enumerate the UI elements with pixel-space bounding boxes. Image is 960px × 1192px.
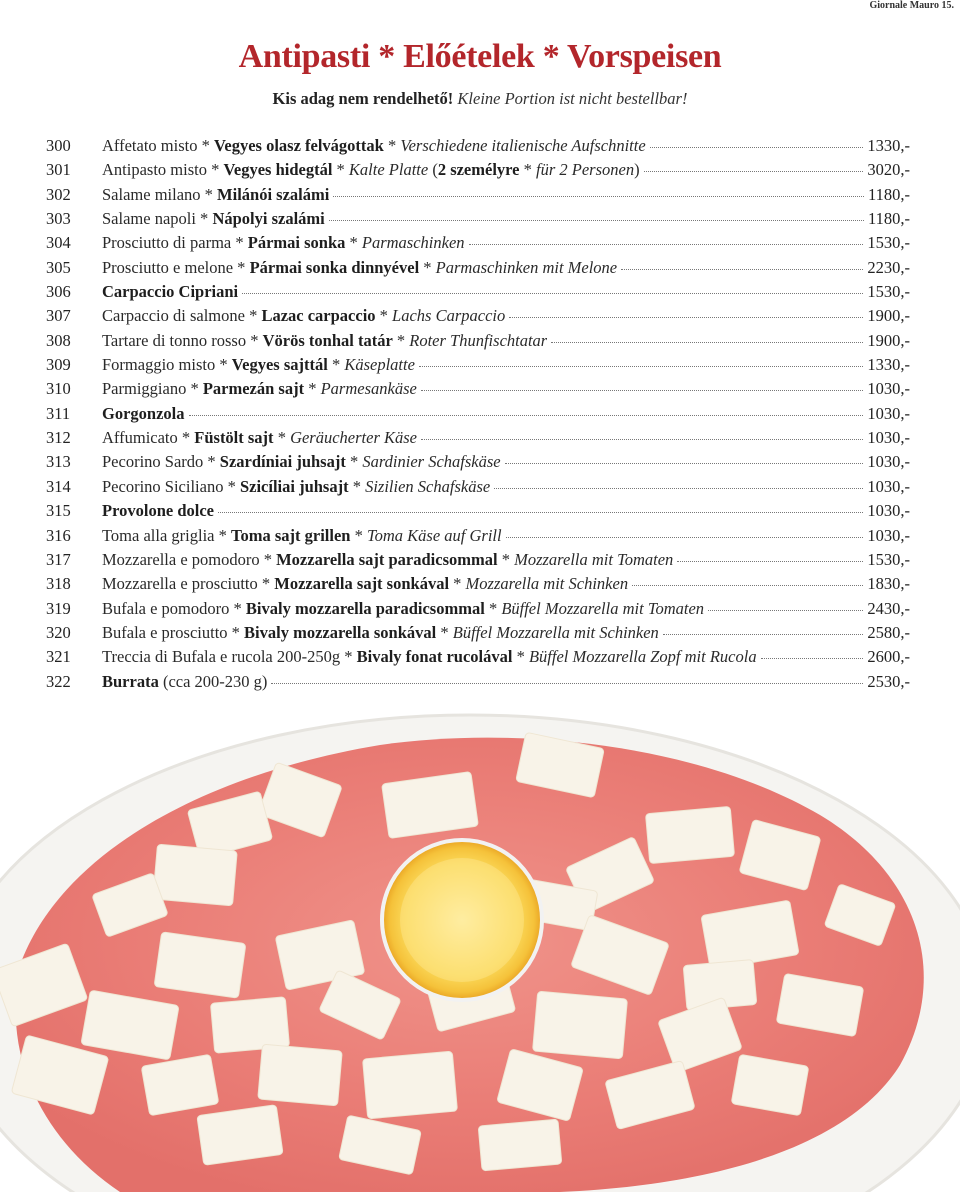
item-price: 1900,- <box>867 330 910 350</box>
dot-leader <box>632 585 863 586</box>
item-price: 2430,- <box>867 598 910 618</box>
dot-leader <box>419 366 863 367</box>
item-hungarian: Bivaly fonat rucolával <box>356 647 513 667</box>
item-hungarian: Pármai sonka dinnyével <box>249 257 420 277</box>
item-german: Mozzarella mit Schinken <box>465 574 629 594</box>
item-separator: * <box>497 549 515 569</box>
item-hungarian: Vegyes hidegtál <box>223 160 333 180</box>
dot-leader <box>663 634 864 635</box>
item-italian: Toma alla griglia * <box>102 525 231 545</box>
item-number: 309 <box>46 355 71 375</box>
item-number: 308 <box>46 330 71 350</box>
item-italian: Affetato misto * <box>102 136 214 155</box>
carpaccio-photo <box>0 705 960 1192</box>
menu-item <box>46 550 910 574</box>
item-extra-german: für 2 Personen <box>536 160 635 180</box>
item-extra-hungarian: 2 személyre <box>437 160 520 180</box>
menu-item <box>46 306 910 330</box>
item-description <box>102 209 325 229</box>
menu-item <box>46 428 910 452</box>
item-hungarian: Füstölt sajt <box>194 428 274 448</box>
item-german: Büffel Mozzarella mit Tomaten <box>501 598 705 618</box>
item-price: 2530,- <box>867 671 910 691</box>
item-number: 303 <box>46 209 71 229</box>
item-price: 1830,- <box>867 574 910 594</box>
item-price: 2600,- <box>867 647 910 667</box>
item-number: 320 <box>46 622 71 642</box>
item-number: 305 <box>46 257 71 277</box>
lemon-slice <box>382 840 542 1000</box>
parmesan-shaving <box>478 1119 562 1171</box>
item-description <box>102 136 646 156</box>
item-description <box>102 647 757 667</box>
item-price: 2580,- <box>867 622 910 642</box>
item-description <box>102 282 238 302</box>
item-price: 1330,- <box>867 355 910 375</box>
dot-leader <box>333 196 864 197</box>
item-number: 321 <box>46 647 71 667</box>
menu-item <box>46 501 910 525</box>
item-description <box>102 160 640 180</box>
item-number: 322 <box>46 671 71 691</box>
item-hungarian: Milánói szalámi <box>217 184 330 204</box>
item-separator: * <box>419 257 436 277</box>
item-hungarian: Mozzarella sajt sonkával <box>274 574 450 594</box>
item-separator: * <box>383 136 401 155</box>
dot-leader <box>621 269 863 270</box>
item-price: 1330,- <box>867 136 910 155</box>
item-italian: Prosciutto di parma * <box>102 233 248 253</box>
item-german: Roter Thunfischtatar <box>409 330 548 350</box>
item-price: 1030,- <box>867 452 910 472</box>
dot-leader <box>189 415 864 416</box>
item-description <box>102 550 673 570</box>
item-german: Verschiedene italienische Aufschnitte <box>400 136 646 155</box>
item-separator: * <box>348 476 366 496</box>
parmesan-shaving <box>258 1044 342 1106</box>
item-hungarian: Provolone dolce <box>102 501 214 521</box>
item-number: 302 <box>46 184 71 204</box>
menu-item <box>46 526 910 550</box>
item-hungarian: Bivaly mozzarella paradicsommal <box>245 598 485 618</box>
item-price: 1530,- <box>867 233 910 253</box>
menu-item <box>46 160 910 184</box>
item-italian: Carpaccio di salmone * <box>102 306 262 326</box>
item-description <box>102 623 659 643</box>
parmesan-shaving <box>382 772 479 839</box>
item-description <box>102 233 465 253</box>
item-separator: * <box>512 647 529 667</box>
item-extra-separator: * <box>519 160 537 180</box>
item-number: 318 <box>46 574 71 594</box>
item-price: 1030,- <box>867 403 910 423</box>
dot-leader <box>469 244 864 245</box>
parmesan-shaving <box>645 806 734 863</box>
dot-leader <box>494 488 863 489</box>
dot-leader <box>329 220 864 221</box>
menu-item <box>46 452 910 476</box>
item-hungarian: Carpaccio Cipriani <box>102 282 239 302</box>
item-number: 317 <box>46 549 71 569</box>
item-price: 1530,- <box>867 282 910 302</box>
item-number: 311 <box>46 403 71 423</box>
dot-leader <box>421 390 864 391</box>
dot-leader <box>677 561 863 562</box>
item-italian: Pecorino Sardo * <box>102 452 220 472</box>
dot-leader <box>505 463 864 464</box>
item-hungarian: Mozzarella sajt paradicsommal <box>276 549 498 569</box>
parmesan-shaving <box>210 997 289 1053</box>
parmesan-shaving <box>363 1051 458 1119</box>
item-description <box>102 258 617 278</box>
parmesan-shaving <box>533 991 628 1059</box>
item-italian: Tartare di tonno rosso * <box>102 330 263 350</box>
item-hungarian: Vegyes olasz felvágottak <box>213 136 384 155</box>
item-italian: Salame milano * <box>102 184 218 204</box>
item-description <box>102 428 417 448</box>
menu-item <box>46 331 910 355</box>
item-italian: Parmiggiano * <box>102 379 203 399</box>
parmesan-shaving <box>154 932 246 998</box>
item-description <box>102 672 267 692</box>
dot-leader <box>551 342 863 343</box>
item-separator: * <box>449 574 466 594</box>
menu-item <box>46 623 910 647</box>
item-description <box>102 404 185 424</box>
item-german: Büffel Mozzarella Zopf mit Rucola <box>528 647 757 667</box>
menu-list <box>46 136 910 696</box>
item-german: Toma Käse auf Grill <box>366 525 502 545</box>
item-german: Parmaschinken mit Melone <box>435 257 618 277</box>
item-number: 312 <box>46 428 71 448</box>
item-hungarian: Nápolyi szalámi <box>212 209 325 229</box>
item-number: 301 <box>46 160 71 180</box>
item-italian: Formaggio misto * <box>102 355 232 375</box>
item-description <box>102 477 490 497</box>
menu-item <box>46 477 910 501</box>
subtitle-hungarian: Kis adag nem rendelhető! <box>272 89 454 108</box>
dot-leader <box>708 610 863 611</box>
item-german: Kalte Platte <box>348 160 429 180</box>
item-separator: * <box>375 306 393 326</box>
item-description <box>102 379 417 399</box>
menu-item <box>46 355 910 379</box>
menu-item <box>46 209 910 233</box>
page-title: Antipasti * Előételek * Vorspeisen <box>238 38 722 75</box>
menu-item <box>46 258 910 282</box>
item-separator: (cca 200-230 g) <box>158 671 268 691</box>
menu-item <box>46 574 910 598</box>
item-number: 313 <box>46 452 71 472</box>
item-hungarian: Gorgonzola <box>102 403 185 423</box>
item-hungarian: Bivaly mozzarella sonkával <box>244 622 437 642</box>
item-italian: Bufala e pomodoro * <box>102 598 246 618</box>
item-hungarian: Szicíliai juhsajt <box>239 476 349 496</box>
item-separator: * <box>350 525 367 545</box>
menu-item <box>46 379 910 403</box>
item-italian: Antipasto misto * <box>102 160 224 180</box>
item-italian: Affumicato * <box>102 428 195 448</box>
item-hungarian: Lazac carpaccio <box>261 306 376 326</box>
item-number: 319 <box>46 598 71 618</box>
menu-item <box>46 282 910 306</box>
item-separator: * <box>345 452 363 472</box>
dot-leader <box>271 683 863 684</box>
item-separator: * <box>273 428 291 448</box>
menu-item <box>46 599 910 623</box>
menu-item <box>46 185 910 209</box>
item-separator: * <box>304 379 321 399</box>
item-description <box>102 526 502 546</box>
item-price: 1030,- <box>867 379 910 399</box>
dot-leader <box>650 147 864 148</box>
item-separator: * <box>392 330 410 350</box>
item-separator: * <box>436 622 453 642</box>
item-german: Sardinier Schafskäse <box>362 452 501 472</box>
menu-item <box>46 404 910 428</box>
item-description <box>102 452 501 472</box>
item-separator: * <box>327 355 345 375</box>
item-german: Lachs Carpaccio <box>392 306 506 326</box>
item-price: 1530,- <box>867 549 910 569</box>
menu-item <box>46 672 910 696</box>
item-price: 1900,- <box>867 306 910 326</box>
item-german: Parmaschinken <box>361 233 465 253</box>
item-number: 316 <box>46 525 71 545</box>
item-separator: * <box>332 160 349 180</box>
item-description <box>102 306 505 326</box>
item-description <box>102 501 214 521</box>
item-hungarian: Pármai sonka <box>247 233 346 253</box>
item-number: 304 <box>46 233 71 253</box>
item-italian: Salame napoli * <box>102 209 213 229</box>
item-italian: Treccia di Bufala e rucola 200-250g * <box>102 647 357 667</box>
menu-item <box>46 233 910 257</box>
item-hungarian: Szardíniai juhsajt <box>219 452 346 472</box>
item-german: Parmesankäse <box>320 379 417 399</box>
item-description <box>102 574 628 594</box>
dot-leader <box>761 658 864 659</box>
item-german: Büffel Mozzarella mit Schinken <box>452 622 659 642</box>
item-price: 1180,- <box>867 184 910 204</box>
subtitle <box>0 89 960 109</box>
item-number: 300 <box>46 136 71 155</box>
dot-leader <box>509 317 863 318</box>
menu-item <box>46 136 910 160</box>
page-label: Giornale Mauro 15. <box>869 0 954 11</box>
item-price: 1030,- <box>867 525 910 545</box>
menu-item <box>46 647 910 671</box>
item-description <box>102 331 547 351</box>
item-italian: Prosciutto e melone * <box>102 257 250 277</box>
parmesan-shaving <box>197 1105 283 1166</box>
item-extra-open: ( <box>428 160 438 180</box>
item-number: 310 <box>46 379 71 399</box>
item-german: Geräucherter Käse <box>290 428 417 448</box>
item-german: Mozzarella mit Tomaten <box>514 549 674 569</box>
parmesan-shaving <box>153 844 237 906</box>
item-description <box>102 185 329 205</box>
item-hungarian: Vegyes sajttál <box>231 355 328 375</box>
item-hungarian: Burrata <box>102 671 159 691</box>
item-price: 1030,- <box>867 476 910 496</box>
item-italian: Bufala e prosciutto * <box>102 622 245 642</box>
item-hungarian: Parmezán sajt <box>202 379 305 399</box>
item-price: 1030,- <box>867 428 910 448</box>
item-price: 1180,- <box>867 209 910 229</box>
dot-leader <box>644 171 864 172</box>
item-description <box>102 355 415 375</box>
dot-leader <box>242 293 863 294</box>
item-italian: Pecorino Siciliano * <box>102 476 240 496</box>
item-price: 3020,- <box>867 160 910 180</box>
item-price: 2230,- <box>867 257 910 277</box>
dot-leader <box>421 439 863 440</box>
item-separator: * <box>484 598 502 618</box>
item-description <box>102 599 704 619</box>
item-extra-close: ) <box>634 160 640 180</box>
item-german: Sizilien Schafskäse <box>365 476 491 496</box>
dot-leader <box>218 512 863 513</box>
item-price: 1030,- <box>867 501 910 521</box>
item-number: 315 <box>46 501 71 521</box>
item-italian: Mozzarella e pomodoro * <box>102 549 277 569</box>
item-italian: Mozzarella e prosciutto * <box>102 574 275 594</box>
item-hungarian: Toma sajt grillen <box>230 525 351 545</box>
subtitle-german: Kleine Portion ist nicht bestellbar! <box>457 89 688 108</box>
item-number: 314 <box>46 476 71 496</box>
dot-leader <box>506 537 864 538</box>
item-number: 306 <box>46 282 71 302</box>
item-german: Käseplatte <box>344 355 415 375</box>
item-number: 307 <box>46 306 71 326</box>
item-separator: * <box>345 233 362 253</box>
item-hungarian: Vörös tonhal tatár <box>262 330 393 350</box>
